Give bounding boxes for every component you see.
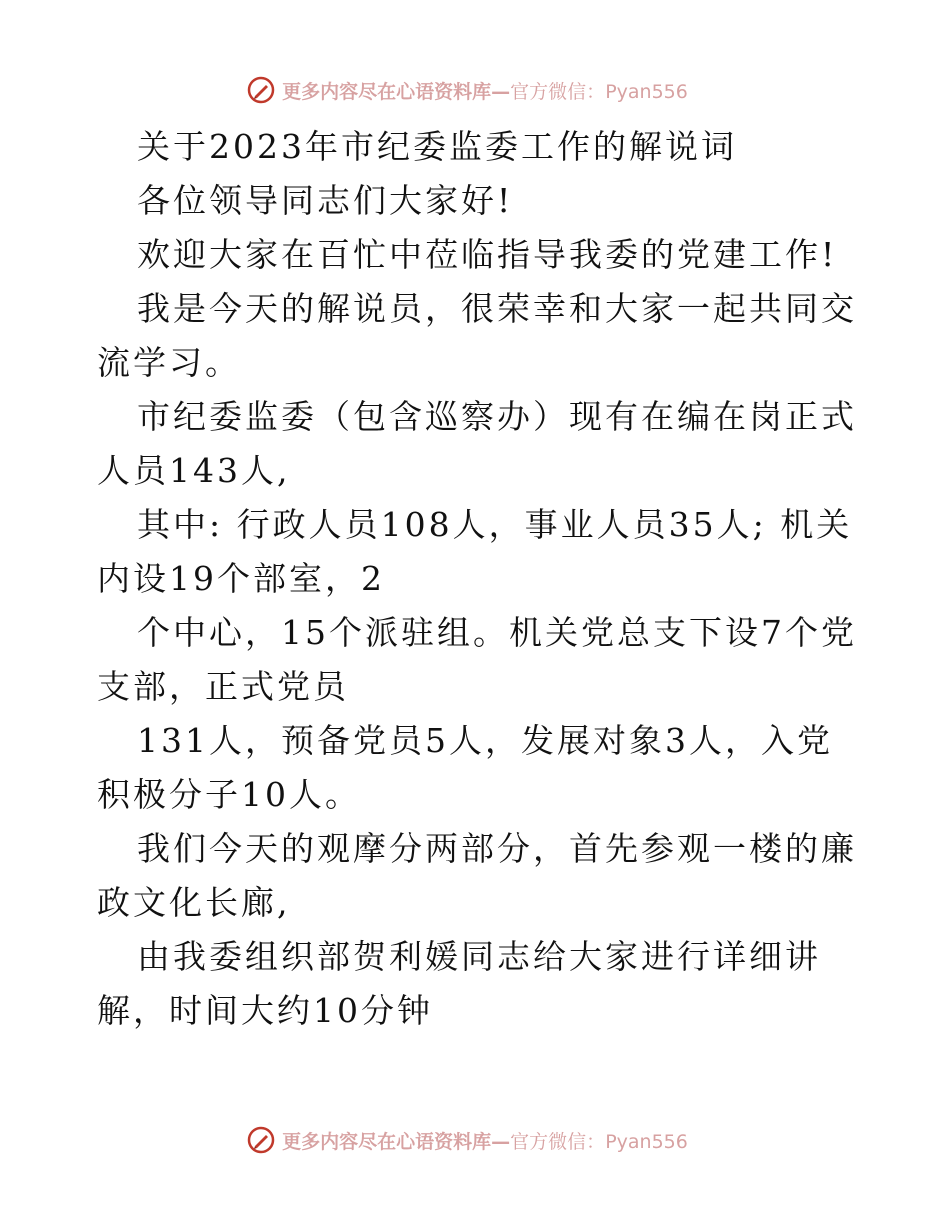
- paragraph: 其中: 行政人员108人，事业人员35人; 机关内设19个部室，2: [97, 505, 853, 598]
- document-body: [97, 120, 867, 1038]
- paragraph: 个中心，15个派驻组。机关党总支下设7个党支部，正式党员: [97, 613, 857, 706]
- watermark-dash: —: [491, 80, 511, 103]
- watermark-group: [246, 75, 688, 105]
- watermark-main: 更多内容尽在心语资料库: [282, 80, 492, 103]
- watermark-text: [282, 1127, 688, 1154]
- pen-logo-icon: [246, 75, 276, 105]
- paragraph: 我们今天的观摩分两部分，首先参观一楼的廉政文化长廊,: [97, 829, 857, 922]
- pen-logo-icon: [246, 1125, 276, 1155]
- paragraph: 131人，预备党员5人，发展对象3人，入党积极分子10人。: [97, 721, 833, 814]
- footer-watermark: [0, 1120, 950, 1160]
- watermark-main: 更多内容尽在心语资料库: [282, 1130, 492, 1153]
- paragraph: 市纪委监委（包含巡察办）现有在编在岗正式人员143人,: [97, 397, 857, 490]
- paragraph: 由我委组织部贺利媛同志给大家进行详细讲解，时间大约10分钟: [97, 937, 821, 1030]
- watermark-wechat-label: 官方微信：: [510, 1130, 606, 1153]
- document-title: 关于2023年市纪委监委工作的解说词: [137, 127, 737, 166]
- watermark-group: [246, 1125, 688, 1155]
- watermark-text: [282, 77, 688, 104]
- watermark-wechat-label: 官方微信：: [510, 80, 606, 103]
- paragraph: 各位领导同志们大家好!: [137, 181, 514, 220]
- watermark-wechat-id: Pyan556: [605, 80, 688, 103]
- watermark-wechat-id: Pyan556: [605, 1130, 688, 1153]
- header-watermark: [0, 70, 950, 110]
- paragraph: 欢迎大家在百忙中莅临指导我委的党建工作!: [137, 235, 838, 274]
- watermark-dash: —: [491, 1130, 511, 1153]
- paragraph: 我是今天的解说员，很荣幸和大家一起共同交流学习。: [97, 289, 857, 382]
